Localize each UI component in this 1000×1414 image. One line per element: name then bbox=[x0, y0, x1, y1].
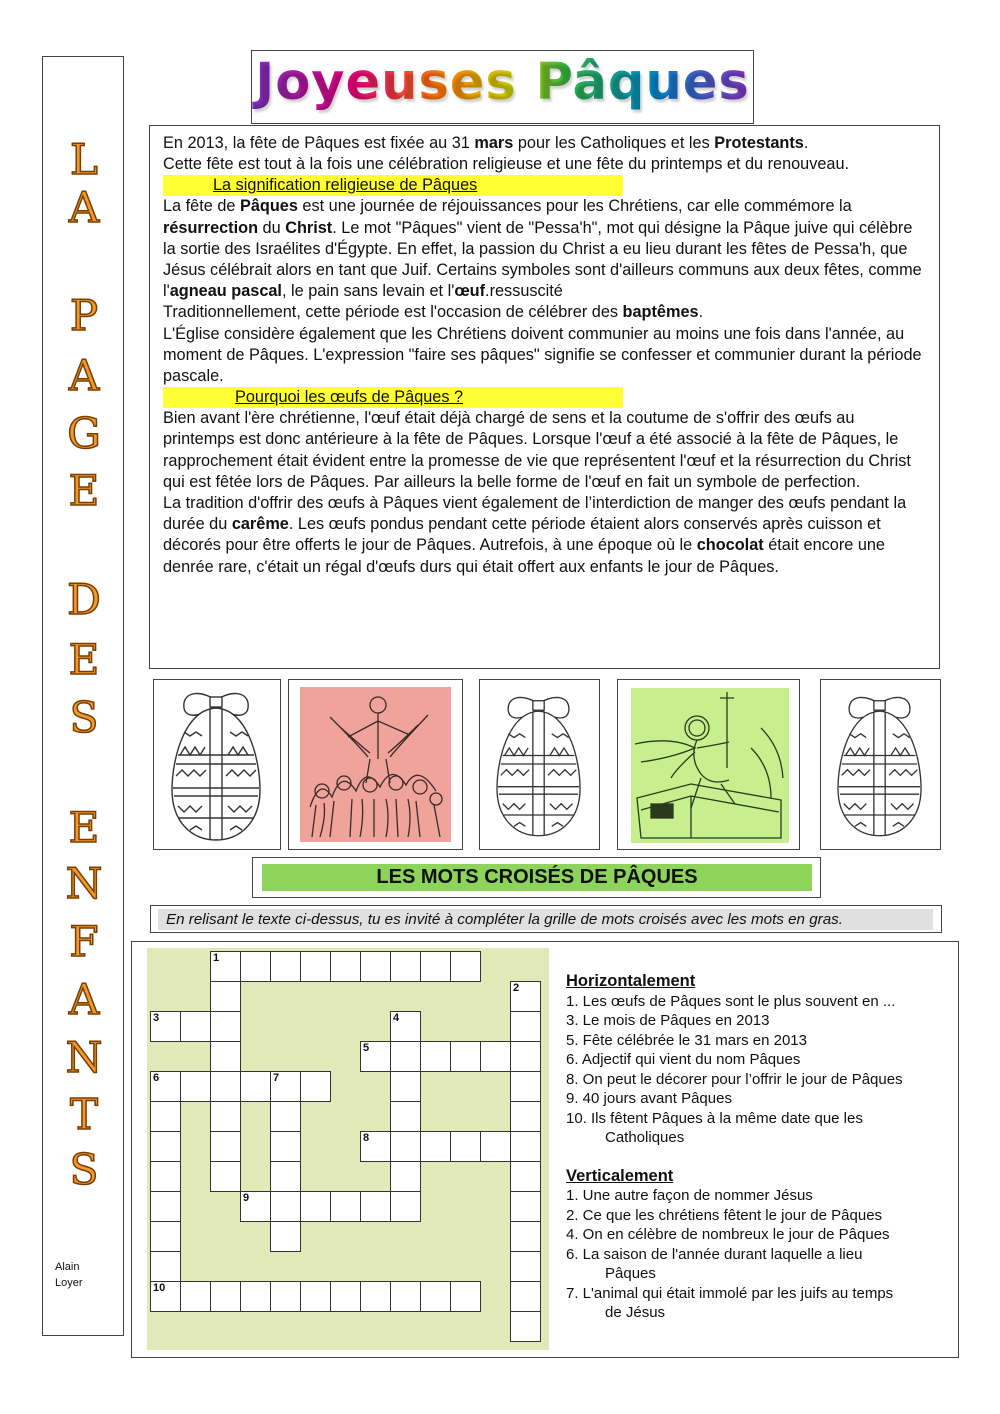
crossword-cell[interactable] bbox=[510, 1221, 541, 1252]
banner-letter: A bbox=[68, 975, 100, 1024]
crossword-cell[interactable] bbox=[150, 1281, 181, 1312]
page-title: Joyeuses Pâques bbox=[252, 51, 753, 115]
crossword-cell[interactable] bbox=[390, 1161, 421, 1192]
crossword-cell[interactable] bbox=[150, 1161, 181, 1192]
crossword-cell[interactable] bbox=[450, 1131, 481, 1162]
crossword-number: 2 bbox=[513, 982, 520, 994]
article-paragraph: Bien avant l'ère chrétienne, l'œuf était déjà chargé de sens et la coutume de s'offrir des œufs au printemps est donc antérieure à la fête de Pâques. Lorsque l'œuf a été associé à la fête de Pâques, le rapprochement était évident entre la promesse de vie que représentent l'œuf et la résurrection du Christ qui est fêtée lors de Pâques. Par ailleurs la belle forme de l'œuf en fait un symbole de perfection. bbox=[163, 409, 911, 491]
crossword-cell[interactable] bbox=[150, 1221, 181, 1252]
crossword-cell[interactable] bbox=[510, 1041, 541, 1072]
author-last-name: Loyer bbox=[55, 1277, 83, 1289]
crossword-cell[interactable] bbox=[420, 951, 451, 982]
clue-vertical: 1. Une autre façon de nommer Jésus bbox=[566, 1187, 813, 1204]
crossword-cell[interactable] bbox=[240, 1281, 271, 1312]
clue-vertical-continued: de Jésus bbox=[605, 1304, 666, 1321]
easter-egg-picture bbox=[820, 679, 941, 850]
crossword-cell[interactable] bbox=[510, 981, 541, 1012]
crossword-cell[interactable] bbox=[270, 1071, 301, 1102]
article-box bbox=[149, 125, 940, 669]
crossword-cell[interactable] bbox=[360, 1131, 391, 1162]
risen-christ-tomb-icon bbox=[631, 688, 789, 843]
resurrection-tomb-picture bbox=[617, 679, 800, 850]
crossword-cell[interactable] bbox=[270, 951, 301, 982]
crossword-cell[interactable] bbox=[510, 1161, 541, 1192]
clue-horizontal: 10. Ils fêtent Pâques à la même date que les bbox=[566, 1109, 863, 1127]
crossword-cell[interactable] bbox=[510, 1101, 541, 1132]
banner-letter: E bbox=[68, 635, 100, 684]
crossword-cell[interactable] bbox=[150, 1251, 181, 1282]
clue-horizontal: 8. On peut le décorer pour l’offrir le jour de Pâques bbox=[566, 1070, 903, 1088]
crossword-cell[interactable] bbox=[360, 1281, 391, 1312]
crossword-cell[interactable] bbox=[150, 1101, 181, 1132]
crossword-cell[interactable] bbox=[390, 1101, 421, 1132]
crossword-cell[interactable] bbox=[390, 1281, 421, 1312]
clue-vertical: 6. La saison de l'année durant laquelle a lieu bbox=[566, 1245, 863, 1263]
section-heading-eggs: Pourquoi les œufs de Pâques ? bbox=[163, 387, 623, 408]
clues-panel bbox=[566, 972, 951, 1323]
clue-vertical: 4. On en célèbre de nombreux le jour de Pâques bbox=[566, 1226, 890, 1243]
crossword-cell[interactable] bbox=[420, 1131, 451, 1162]
banner-letter: L bbox=[70, 135, 98, 184]
crossword-cell[interactable] bbox=[150, 1131, 181, 1162]
title-box bbox=[251, 50, 754, 124]
banner-letter: N bbox=[65, 859, 103, 908]
crossword-number: 10 bbox=[153, 1282, 166, 1294]
crossword-cell[interactable] bbox=[450, 1281, 481, 1312]
crossword-cell[interactable] bbox=[450, 951, 481, 982]
vertical-heading: Verticalement bbox=[566, 1166, 674, 1185]
banner-letter: A bbox=[68, 183, 100, 232]
crossword-cell[interactable] bbox=[150, 1011, 181, 1042]
crossword-cell[interactable] bbox=[480, 1131, 511, 1162]
crossword-cell[interactable] bbox=[270, 1131, 301, 1162]
clue-horizontal: 6. Adjectif qui vient du nom Pâques bbox=[566, 1051, 801, 1068]
easter-egg-icon bbox=[821, 680, 939, 848]
clue-vertical-continued: Pâques bbox=[605, 1265, 656, 1282]
instruction-text: En relisant le texte ci-dessus, tu es invité à compléter la grille de mots croisés avec les mots en gras. bbox=[158, 909, 933, 930]
crossword-cell[interactable] bbox=[510, 1281, 541, 1312]
crossword-cell[interactable] bbox=[180, 1071, 211, 1102]
crossword-cell[interactable] bbox=[510, 1071, 541, 1102]
author-first-name: Alain bbox=[55, 1261, 80, 1273]
easter-egg-picture bbox=[479, 679, 600, 850]
instruction-box bbox=[150, 905, 942, 933]
horizontal-heading: Horizontalement bbox=[566, 972, 696, 990]
crossword-cell[interactable] bbox=[390, 1071, 421, 1102]
article-text bbox=[163, 133, 923, 578]
crossword-cell[interactable] bbox=[510, 1251, 541, 1282]
article-paragraph: La tradition d'offrir des œufs à Pâques vient également de l’interdiction de manger des œufs pendant la durée du carême. Les œufs pondus pendant cette période étaient alors conservés après cuisson et décorés pour être offerts le jour de Pâques. Autrefois, à une époque où le chocolat était encore une denrée rare, c'était un régal d'œufs durs qui était offert aux enfants le jour de Pâques. bbox=[163, 494, 907, 576]
crossword-cell[interactable] bbox=[300, 1191, 331, 1222]
crossword-cell[interactable] bbox=[180, 1281, 211, 1312]
risen-christ-icon bbox=[300, 687, 451, 842]
crossword-cell[interactable] bbox=[270, 1101, 301, 1132]
crossword-cell[interactable] bbox=[510, 1131, 541, 1162]
crossword-cell[interactable] bbox=[420, 1281, 451, 1312]
crossword-title: LES MOTS CROISÉS DE PÂQUES bbox=[262, 864, 812, 891]
crossword-number: 7 bbox=[273, 1072, 280, 1084]
crossword-cell[interactable] bbox=[390, 1041, 421, 1072]
article-intro: En 2013, la fête de Pâques est fixée au 31 mars pour les Catholiques et les Protestants. Cette fête est tout à la fois une célébration religieuse et une fête du printemps et du renouveau. bbox=[163, 134, 850, 174]
section-heading-meaning: La signification religieuse de Pâques bbox=[163, 175, 623, 196]
crossword-cell[interactable] bbox=[240, 1071, 271, 1102]
crossword-cell[interactable] bbox=[150, 1071, 181, 1102]
crossword-cell[interactable] bbox=[510, 1191, 541, 1222]
clue-vertical: 2. Ce que les chrétiens fêtent le jour de Pâques bbox=[566, 1206, 883, 1224]
resurrection-illustration bbox=[300, 687, 451, 842]
crossword-number: 4 bbox=[393, 1012, 400, 1024]
clue-horizontal: 5. Fête célébrée le 31 mars en 2013 bbox=[566, 1031, 807, 1049]
crossword-cell[interactable] bbox=[210, 1281, 241, 1312]
crossword-cell[interactable] bbox=[360, 951, 391, 982]
crossword-cell[interactable] bbox=[240, 1191, 271, 1222]
article-paragraph: La fête de Pâques est une journée de réjouissances pour les Chrétiens, car elle commémore la résurrection du Christ. Le mot "Pâques" vient de "Pessa'h", mot qui désigne la Pâque juive qui célèbre la sortie des Israélites d'Égypte. En effet, la passion du Christ a eu lieu durant les fêtes de Pessa'h, que Jésus célébrait alors en tant que Juif. Certains symboles sont d'ailleurs communs aux deux fêtes, comme l'agneau pascal, le pain sans levain et l'œuf.ressuscité bbox=[163, 197, 922, 301]
crossword-cell[interactable] bbox=[390, 1011, 421, 1042]
crossword-cell[interactable] bbox=[360, 1191, 391, 1222]
banner-letter: S bbox=[69, 693, 99, 742]
crossword-cell[interactable] bbox=[270, 1191, 301, 1222]
crossword-cell[interactable] bbox=[330, 1281, 361, 1312]
crossword-cell[interactable] bbox=[390, 951, 421, 982]
resurrection-picture bbox=[288, 679, 463, 850]
crossword-number: 9 bbox=[243, 1192, 250, 1204]
crossword-cell[interactable] bbox=[510, 1311, 541, 1342]
crossword-number: 1 bbox=[213, 952, 220, 964]
crossword-cell[interactable] bbox=[330, 1191, 361, 1222]
clue-horizontal: 1. Les œufs de Pâques sont le plus souvent en ... bbox=[566, 992, 896, 1010]
easter-egg-picture bbox=[153, 679, 281, 850]
crossword-cell[interactable] bbox=[210, 981, 241, 1012]
banner-letter: D bbox=[67, 575, 101, 624]
crossword-number: 8 bbox=[363, 1132, 370, 1144]
article-paragraph: Traditionnellement, cette période est l'occasion de célébrer des baptêmes. bbox=[163, 303, 704, 322]
crossword-cell[interactable] bbox=[150, 1191, 181, 1222]
crossword-cell[interactable] bbox=[180, 1011, 211, 1042]
crossword-cell[interactable] bbox=[210, 1071, 241, 1102]
crossword-number: 5 bbox=[363, 1042, 370, 1054]
crossword-cell[interactable] bbox=[210, 1011, 241, 1042]
crossword-cell[interactable] bbox=[210, 951, 241, 982]
crossword-cell[interactable] bbox=[300, 951, 331, 982]
crossword-cell[interactable] bbox=[300, 1281, 331, 1312]
crossword-cell[interactable] bbox=[210, 1041, 241, 1072]
crossword-number: 3 bbox=[153, 1012, 160, 1024]
crossword-cell[interactable] bbox=[210, 1131, 241, 1162]
banner-letter: G bbox=[67, 409, 101, 458]
banner-letter: E bbox=[68, 803, 100, 852]
crossword-cell[interactable] bbox=[450, 1041, 481, 1072]
crossword-grid bbox=[147, 948, 549, 1350]
crossword-cell[interactable] bbox=[240, 951, 271, 982]
crossword-cell[interactable] bbox=[210, 1161, 241, 1192]
crossword-cell[interactable] bbox=[270, 1221, 301, 1252]
crossword-cell[interactable] bbox=[360, 1041, 391, 1072]
banner-letter: T bbox=[69, 1090, 98, 1139]
author bbox=[55, 1259, 83, 1291]
clue-vertical: 7. L'animal qui était immolé par les juifs au temps bbox=[566, 1284, 894, 1302]
clue-horizontal-continued: Catholiques bbox=[605, 1129, 685, 1146]
easter-egg-icon bbox=[154, 680, 279, 848]
crossword-cell[interactable] bbox=[300, 1071, 331, 1102]
banner-letter: P bbox=[69, 291, 99, 340]
crossword-cell[interactable] bbox=[330, 951, 361, 982]
crossword-cell[interactable] bbox=[270, 1161, 301, 1192]
tomb-illustration bbox=[631, 688, 789, 843]
article-paragraph: L'Église considère également que les Chrétiens doivent communier au moins une fois dans l'année, au moment de Pâques. L'expression "faire ses pâques" signifie se confesser et communier durant la période pascale. bbox=[163, 324, 922, 386]
crossword-cell[interactable] bbox=[270, 1281, 301, 1312]
crossword-cell[interactable] bbox=[390, 1131, 421, 1162]
crossword-cell[interactable] bbox=[420, 1041, 451, 1072]
banner-letter: S bbox=[69, 1145, 99, 1194]
clue-horizontal: 9. 40 jours avant Pâques bbox=[566, 1090, 732, 1107]
clue-horizontal: 3. Le mois de Pâques en 2013 bbox=[566, 1012, 770, 1029]
side-banner bbox=[42, 56, 124, 1336]
crossword-cell[interactable] bbox=[390, 1191, 421, 1222]
crossword-cell[interactable] bbox=[510, 1011, 541, 1042]
crossword-number: 6 bbox=[153, 1072, 160, 1084]
banner-letter: F bbox=[69, 917, 99, 966]
banner-letter: N bbox=[65, 1033, 103, 1082]
crossword-title-box bbox=[252, 857, 821, 898]
banner-letter: A bbox=[68, 351, 100, 400]
crossword-cell[interactable] bbox=[210, 1101, 241, 1132]
banner-letter: E bbox=[68, 466, 100, 515]
easter-egg-icon bbox=[480, 680, 598, 848]
crossword-cell[interactable] bbox=[480, 1041, 511, 1072]
